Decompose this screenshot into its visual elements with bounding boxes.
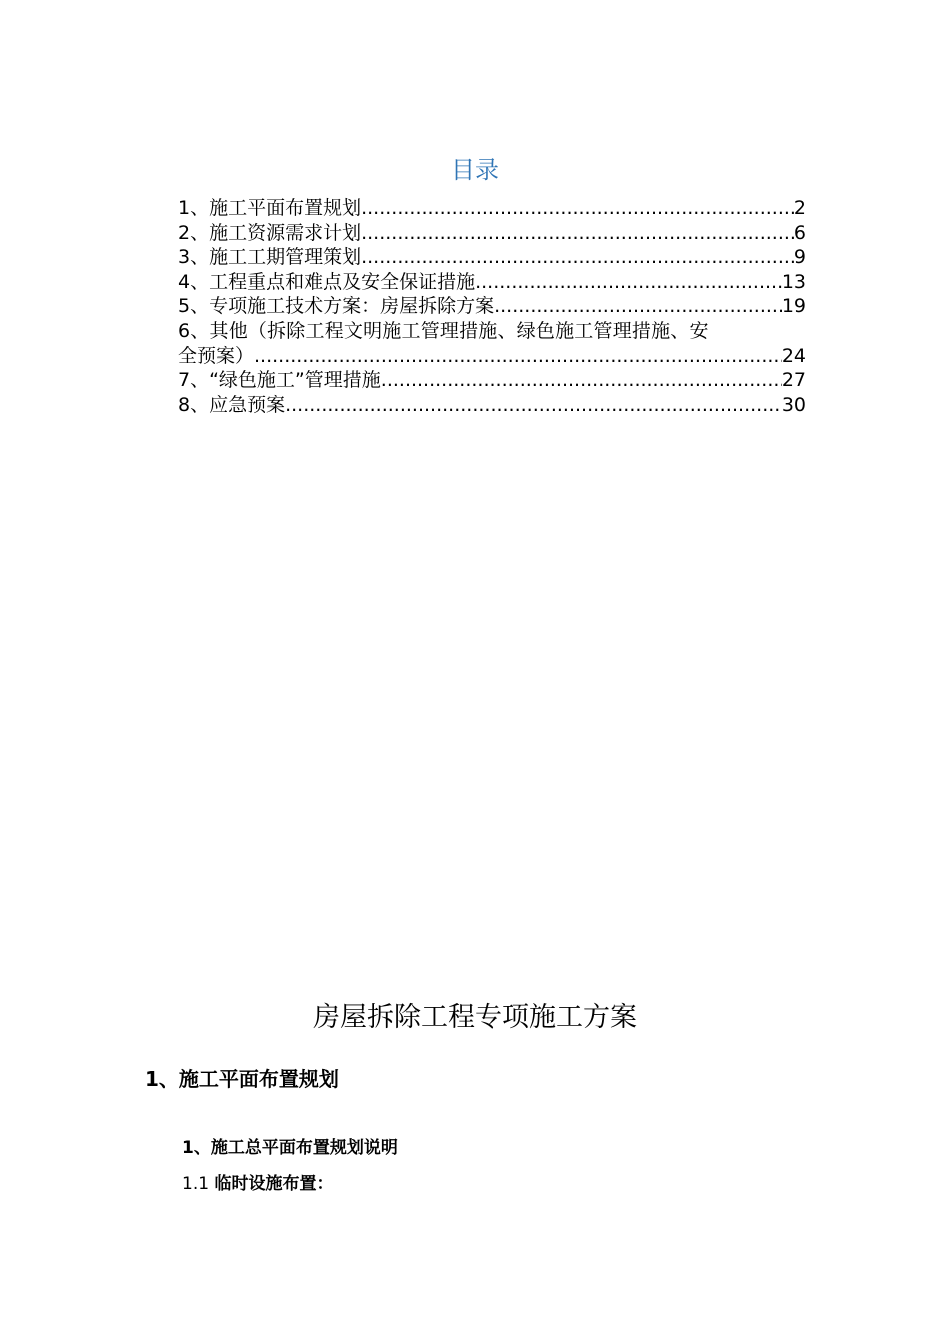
subsubsection-heading [182, 1169, 333, 1194]
toc-entry-label: 5、专项施工技术方案：房屋拆除方案 [178, 295, 495, 318]
toc-leader-dots [254, 344, 782, 369]
toc-entry-page: 6 [793, 221, 806, 244]
toc-entry-page: 30 [781, 393, 806, 416]
toc-entry-label-line1: 6、其他（拆除工程文明施工管理措施、绿色施工管理措施、安 [178, 319, 709, 342]
table-of-contents [178, 196, 806, 417]
subsubsection-number: 1.1 [182, 1174, 210, 1194]
toc-leader-dots [361, 221, 794, 246]
toc-entry[interactable] [178, 245, 806, 270]
toc-entry-label: 8、应急预案 [178, 393, 286, 416]
toc-entry-page: 13 [781, 270, 806, 293]
toc-entry[interactable] [178, 196, 806, 221]
toc-entry[interactable] [178, 270, 806, 295]
toc-entry-page: 2 [793, 197, 806, 219]
toc-entry[interactable] [178, 368, 806, 393]
toc-entry-label: 2、施工资源需求计划 [178, 221, 362, 244]
subsection-heading: 1、施工总平面布置规划说明 [182, 1138, 398, 1158]
toc-title: 目录 [451, 156, 499, 184]
toc-entry[interactable] [178, 294, 806, 319]
toc-leader-dots [285, 393, 782, 418]
toc-leader-dots [475, 270, 782, 295]
toc-entry-line2 [178, 344, 806, 369]
toc-leader-dots [381, 368, 782, 393]
toc-entry-label: 3、施工工期管理策划 [178, 246, 362, 269]
toc-entry-label: 1、施工平面布置规划 [178, 197, 362, 219]
document-title: 房屋拆除工程专项施工方案 [313, 1002, 637, 1033]
toc-entry-page: 24 [781, 344, 806, 367]
toc-entry-page: 27 [781, 369, 806, 392]
toc-entry-label-line2: 全预案） [178, 344, 255, 367]
toc-entry[interactable] [178, 319, 806, 368]
toc-entry-label: 7、“绿色施工”管理措施 [178, 369, 381, 392]
toc-entry-label: 4、工程重点和难点及安全保证措施 [178, 270, 476, 293]
subsubsection-title: 临时设施布置： [214, 1174, 334, 1194]
toc-leader-dots [494, 294, 782, 319]
toc-leader-dots [361, 196, 794, 221]
toc-leader-dots [361, 245, 794, 270]
toc-entry[interactable] [178, 393, 806, 418]
section-heading: 1、施工平面布置规划 [145, 1067, 339, 1091]
toc-entry-page: 9 [793, 246, 806, 269]
toc-entry[interactable] [178, 221, 806, 246]
toc-entry-page: 19 [781, 295, 806, 318]
